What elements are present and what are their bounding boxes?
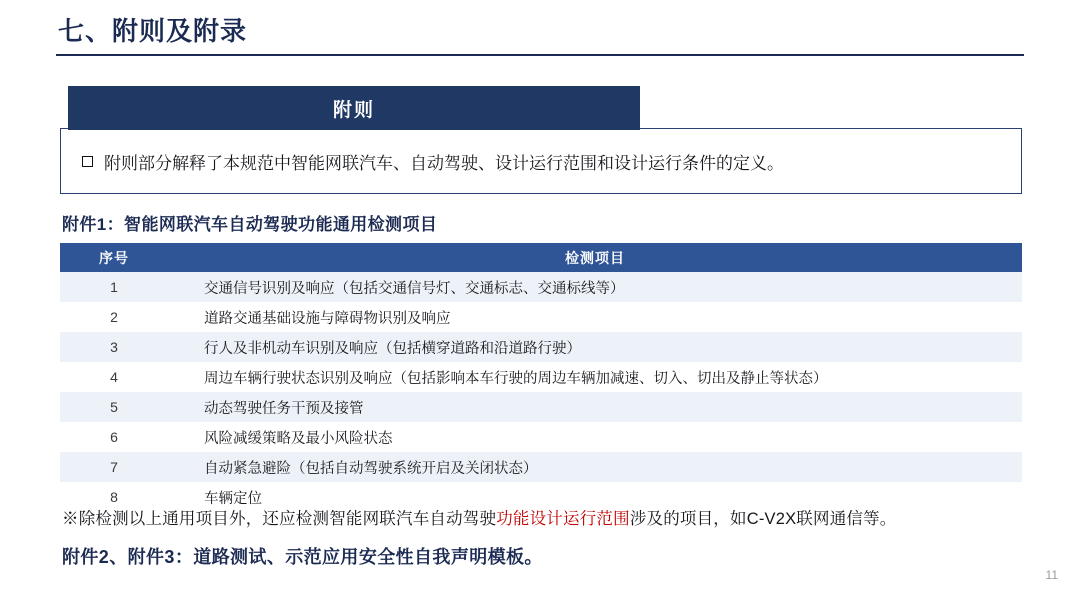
table-row (60, 452, 1022, 482)
cell-item: 动态驾驶任务干预及接管 (168, 392, 1022, 422)
table-row (60, 362, 1022, 392)
fuze-header-tab (68, 86, 640, 130)
page-title: 七、附则及附录 (58, 16, 248, 46)
table-row (60, 422, 1022, 452)
detection-items-table (60, 243, 1022, 512)
cell-index: 2 (60, 302, 168, 332)
note-line (62, 505, 1042, 529)
table-row (60, 272, 1022, 302)
attachment23-heading: 附件2、附件3：道路测试、示范应用安全性自我声明模板。 (62, 547, 543, 567)
cell-item: 自动紧急避险（包括自动驾驶系统开启及关闭状态） (168, 452, 1022, 482)
cell-index: 8 (60, 482, 168, 512)
note-highlight: 功能设计运行范围 (496, 510, 630, 528)
note-prefix: ※除检测以上通用项目外，还应检测智能网联汽车自动驾驶 (62, 510, 497, 528)
column-header-item: 检测项目 (168, 243, 1022, 272)
cell-index: 3 (60, 332, 168, 362)
column-header-index: 序号 (60, 243, 168, 272)
cell-item: 风险减缓策略及最小风险状态 (168, 422, 1022, 452)
title-divider (56, 54, 1024, 56)
cell-item: 道路交通基础设施与障碍物识别及响应 (168, 302, 1022, 332)
table-row (60, 332, 1022, 362)
slide-title-area (56, 14, 1024, 56)
cell-index: 6 (60, 422, 168, 452)
cell-index: 4 (60, 362, 168, 392)
square-bullet-icon (82, 156, 93, 167)
cell-item: 行人及非机动车识别及响应（包括横穿道路和沿道路行驶） (168, 332, 1022, 362)
cell-index: 5 (60, 392, 168, 422)
note-suffix: 涉及的项目，如C-V2X联网通信等。 (629, 510, 897, 528)
fuze-header-label: 附则 (332, 99, 375, 121)
cell-item: 交通信号识别及响应（包括交通信号灯、交通标志、交通标线等） (168, 272, 1022, 302)
table-header-row (60, 243, 1022, 272)
cell-item: 车辆定位 (168, 482, 1022, 512)
fuze-body (60, 128, 1022, 194)
table-row (60, 392, 1022, 422)
cell-item: 周边车辆行驶状态识别及响应（包括影响本车行驶的周边车辆加减速、切入、切出及静止等状态） (168, 362, 1022, 392)
attachment1-heading: 附件1：智能网联汽车自动驾驶功能通用检测项目 (62, 215, 438, 234)
page-number: 11 (1045, 568, 1058, 582)
cell-index: 7 (60, 452, 168, 482)
table-row (60, 302, 1022, 332)
fuze-body-text: 附则部分解释了本规范中智能网联汽车、自动驾驶、设计运行范围和设计运行条件的定义。 (104, 153, 784, 173)
cell-index: 1 (60, 272, 168, 302)
